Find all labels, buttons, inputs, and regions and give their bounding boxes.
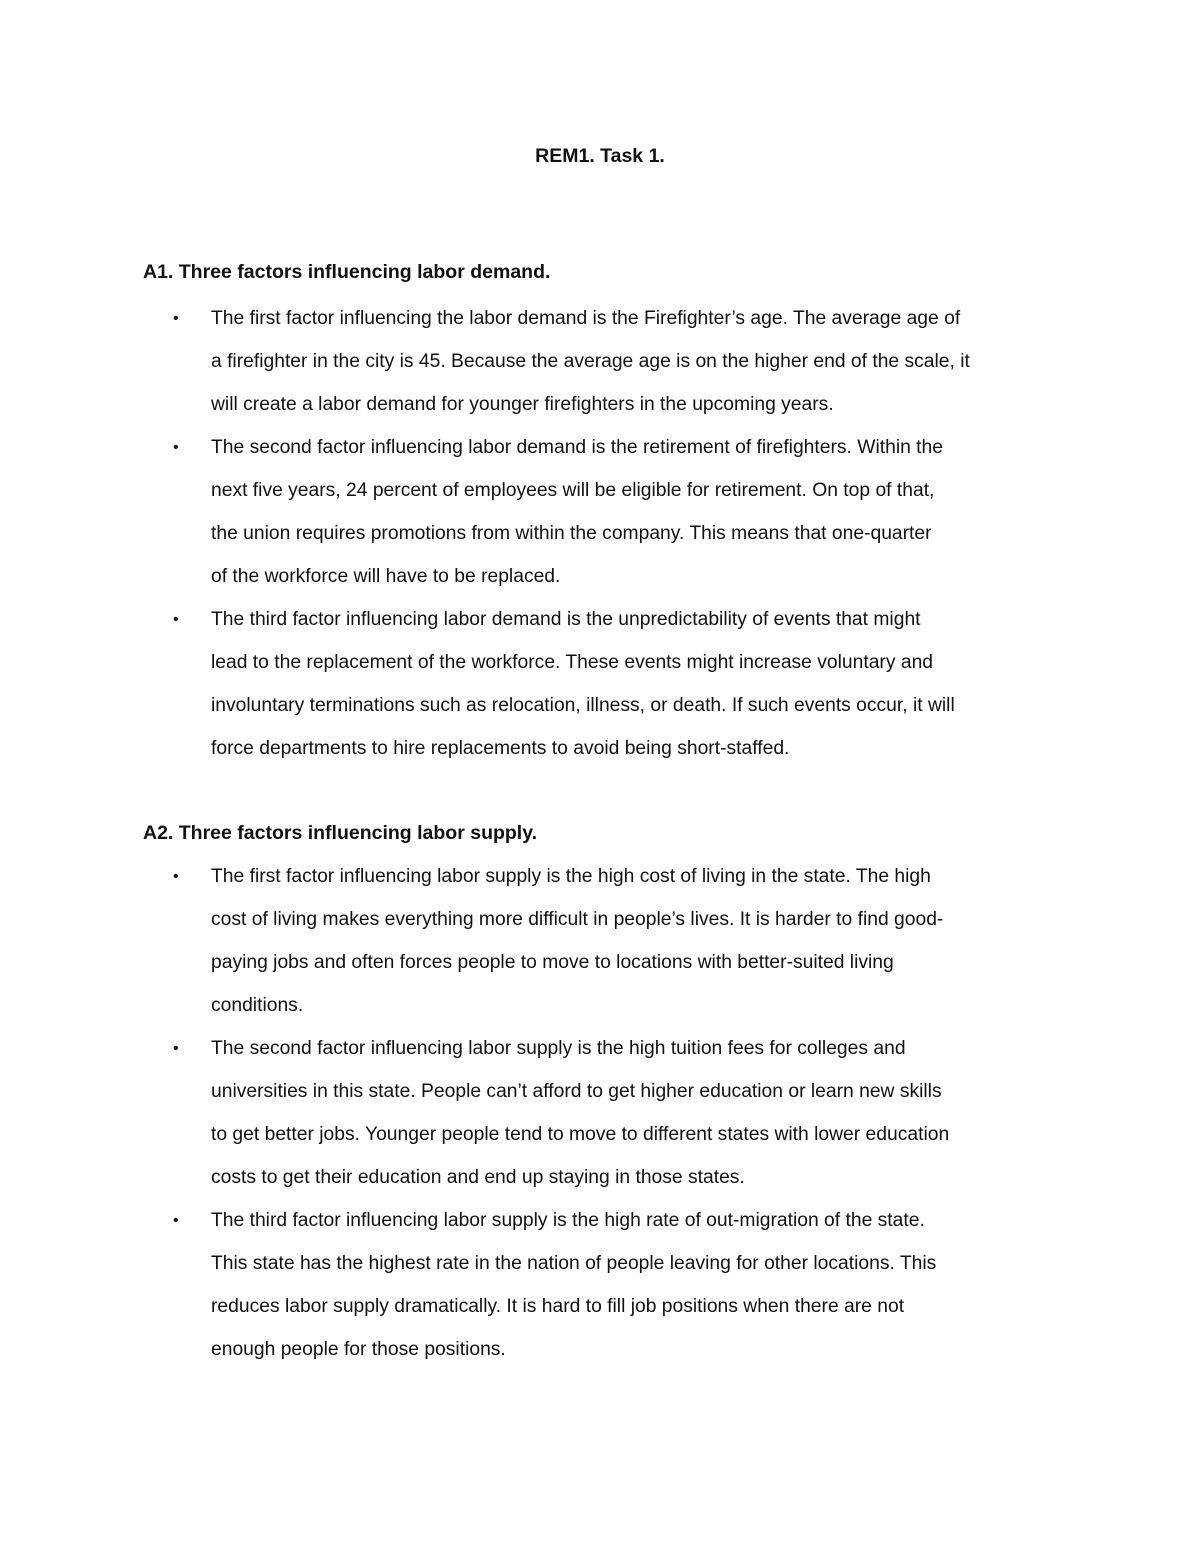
- text-line: cost of living makes everything more difficult in people’s lives. It is harder to find good-: [211, 909, 944, 930]
- bullet-icon: •: [173, 611, 179, 628]
- text-line: will create a labor demand for younger firefighters in the upcoming years.: [211, 394, 834, 415]
- document-title: REM1. Task 1.: [535, 145, 665, 167]
- list-item: [173, 1027, 1071, 1199]
- text-line: of the workforce will have to be replaced.: [211, 566, 561, 587]
- bullet-icon: •: [173, 1212, 179, 1229]
- text-line: enough people for those positions.: [211, 1339, 506, 1360]
- list-item: [173, 598, 1071, 770]
- list-item: [173, 855, 1071, 1027]
- bullet-list-a2: [173, 855, 1071, 1371]
- section-heading-a1: A1. Three factors influencing labor demand.: [143, 261, 551, 283]
- text-line: force departments to hire replacements to avoid being short-staffed.: [211, 738, 790, 759]
- text-line: the union requires promotions from within the company. This means that one-quarter: [211, 523, 932, 544]
- text-line: paying jobs and often forces people to move to locations with better-suited living: [211, 952, 894, 973]
- text-line: universities in this state. People can’t afford to get higher education or learn new skills: [211, 1081, 942, 1102]
- list-item: [173, 426, 1071, 598]
- text-line: reduces labor supply dramatically. It is hard to fill job positions when there are not: [211, 1296, 905, 1317]
- text-line: costs to get their education and end up staying in those states.: [211, 1167, 745, 1188]
- bullet-icon: •: [173, 868, 179, 885]
- text-line: a firefighter in the city is 45. Because the average age is on the higher end of the scale, it: [211, 351, 970, 372]
- section-heading-a2: A2. Three factors influencing labor supply.: [143, 822, 538, 844]
- text-line: conditions.: [211, 995, 304, 1016]
- text-line: next five years, 24 percent of employees will be eligible for retirement. On top of that,: [211, 480, 935, 501]
- bullet-icon: •: [173, 439, 179, 456]
- text-line: The third factor influencing labor demand is the unpredictability of events that might: [211, 609, 921, 630]
- text-line: to get better jobs. Younger people tend to move to different states with lower education: [211, 1124, 950, 1145]
- bullet-list-a1: [173, 297, 1071, 770]
- text-line: This state has the highest rate in the nation of people leaving for other locations. This: [211, 1253, 937, 1274]
- text-line: The first factor influencing labor supply is the high cost of living in the state. The high: [211, 866, 931, 887]
- text-line: The first factor influencing the labor demand is the Firefighter’s age. The average age of: [211, 308, 961, 329]
- bullet-icon: •: [173, 1040, 179, 1057]
- text-line: The second factor influencing labor supply is the high tuition fees for colleges and: [211, 1038, 906, 1059]
- list-item: [173, 1199, 1071, 1371]
- bullet-icon: •: [173, 310, 179, 327]
- text-line: lead to the replacement of the workforce. These events might increase voluntary and: [211, 652, 934, 673]
- text-line: involuntary terminations such as relocation, illness, or death. If such events occur, it will: [211, 695, 955, 716]
- list-item: [173, 297, 1071, 426]
- text-line: The third factor influencing labor supply is the high rate of out-migration of the state.: [211, 1210, 925, 1231]
- text-line: The second factor influencing labor demand is the retirement of firefighters. Within the: [211, 437, 943, 458]
